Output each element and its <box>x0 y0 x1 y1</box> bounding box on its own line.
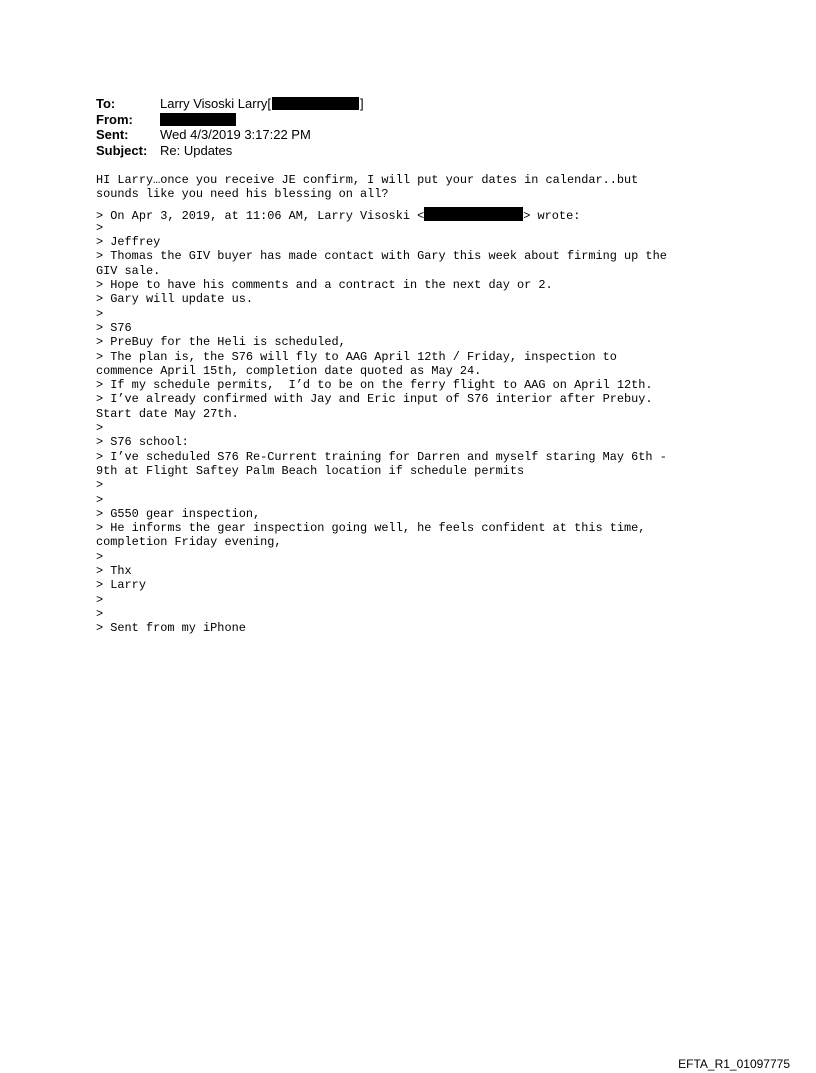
email-header <box>96 96 364 158</box>
text-line: > <box>96 492 104 507</box>
text-line: Start date May 27th. <box>96 406 239 421</box>
from-label: From: <box>96 111 133 127</box>
text-line: > Thx <box>96 564 132 579</box>
text-line: > S76 <box>96 320 132 335</box>
text-line: > Gary will update us. <box>96 292 253 307</box>
text-line: sounds like you need his blessing on all? <box>96 187 389 202</box>
redaction-bar <box>272 97 359 110</box>
to-name: Larry Visoski Larry[ <box>160 96 272 111</box>
sent-value: Wed 4/3/2019 3:17:22 PM <box>160 127 311 142</box>
text-line: > S76 school: <box>96 435 189 450</box>
to-row <box>96 96 364 112</box>
text-line: > Hope to have his comments and a contract in the next day or 2. <box>96 278 553 293</box>
text-line: HI Larry…once you receive JE confirm, I will put your dates in calendar..but <box>96 173 639 187</box>
subject-value: Re: Updates <box>160 142 233 158</box>
sent-label: Sent: <box>96 127 129 142</box>
text-line: > <box>96 606 104 621</box>
text-line: > Thomas the GIV buyer has made contact with Gary this week about firming up the <box>96 249 667 264</box>
text-line: > He informs the gear inspection going well, he feels confident at this time, <box>96 521 646 536</box>
text-line: > Larry <box>96 578 146 593</box>
from-row <box>96 112 364 128</box>
redaction-bar <box>424 207 523 221</box>
text-line: > <box>96 306 104 321</box>
subject-label: Subject: <box>96 142 148 158</box>
text-line: GIV sale. <box>96 263 161 278</box>
text-line: > <box>96 478 104 493</box>
quote-intro-line <box>96 207 726 221</box>
to-close-bracket: ] <box>360 96 364 111</box>
document-id: EFTA_R1_01097775 <box>678 1057 790 1071</box>
redaction-bar <box>160 113 236 126</box>
email-body <box>96 173 726 636</box>
text-line: > I’ve scheduled S76 Re-Current training for Darren and myself staring May 6th - <box>96 449 667 464</box>
text-line: > I’ve already confirmed with Jay and Eric input of S76 interior after Prebuy. <box>96 392 653 407</box>
text-line: > Sent from my iPhone <box>96 621 246 636</box>
text-line: 9th at Flight Saftey Palm Beach location if schedule permits <box>96 463 525 478</box>
text-line: > The plan is, the S76 will fly to AAG April 12th / Friday, inspection to <box>96 349 617 364</box>
quote-intro-before: > On Apr 3, 2019, at 11:06 AM, Larry Visoski < <box>96 208 425 223</box>
text-line: > <box>96 220 104 235</box>
text-line: > <box>96 592 104 607</box>
quoted-message <box>96 221 726 636</box>
subject-row <box>96 143 364 159</box>
text-line: > G550 gear inspection, <box>96 506 261 521</box>
text-line: > Jeffrey <box>96 235 161 250</box>
text-line: commence April 15th, completion date quoted as May 24. <box>96 363 482 378</box>
text-line: > <box>96 549 104 564</box>
text-line: > If my schedule permits, I’d to be on the ferry flight to AAG on April 12th. <box>96 378 653 393</box>
to-label: To: <box>96 96 116 111</box>
quote-intro-after: > wrote: <box>523 208 581 223</box>
reply-text <box>96 173 726 202</box>
text-line: completion Friday evening, <box>96 535 282 550</box>
sent-row <box>96 127 364 143</box>
text-line: > <box>96 421 104 436</box>
text-line: > PreBuy for the Heli is scheduled, <box>96 335 346 350</box>
